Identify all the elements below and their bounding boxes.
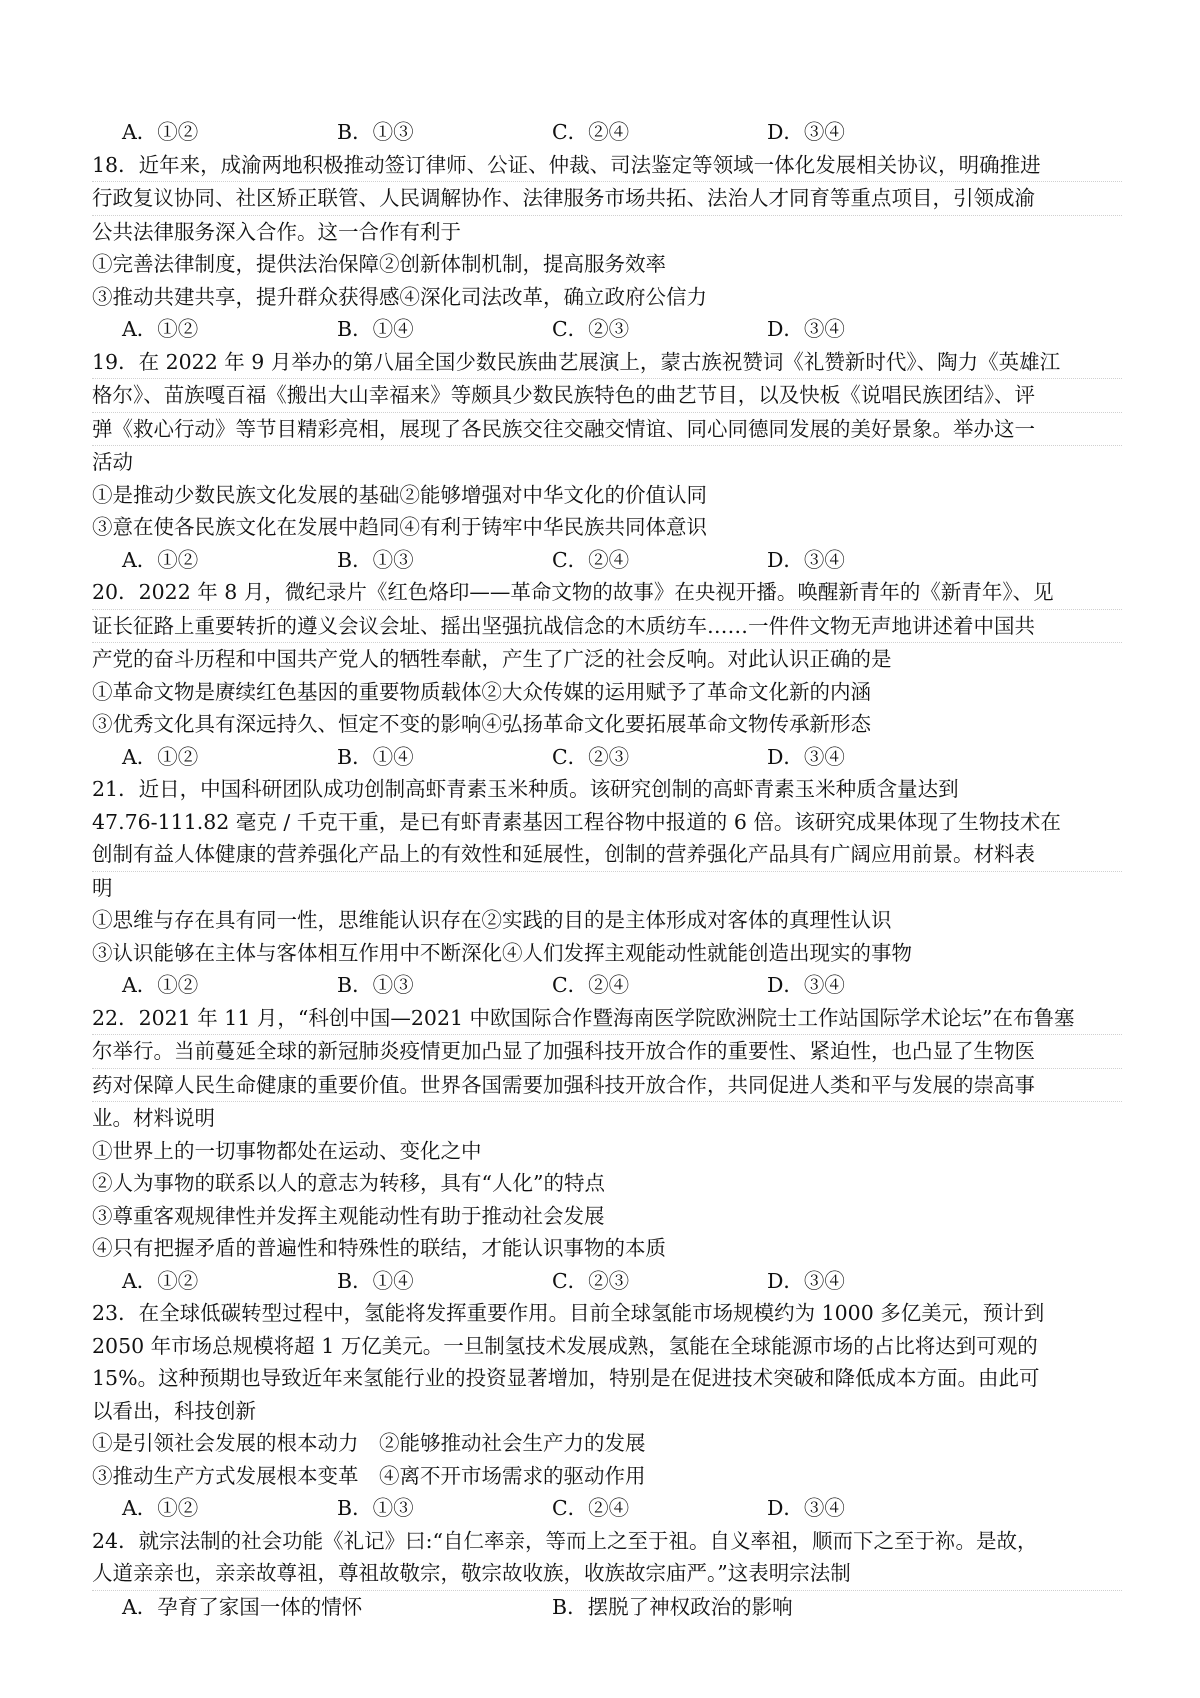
question-text-line: 公共法律服务深入合作。这一合作有利于 — [92, 219, 461, 244]
question-text-line: 23．在全球低碳转型过程中，氢能将发挥重要作用。目前全球氢能市场规模约为 1000 多亿美元，预计到 — [92, 1301, 1045, 1325]
statement-line: ①世界上的一切事物都处在运动、变化之中 — [92, 1138, 482, 1163]
question-text-line: 18．近年来，成渝两地积极推动签订律师、公证、仲裁、司法鉴定等领域一体化发展相关协议，明确推进 — [92, 149, 1122, 183]
q24-options — [92, 1591, 1122, 1624]
question-text-line: 尔举行。当前蔓延全球的新冠肺炎疫情更加凸显了加强科技开放合作的重要性、紧迫性，也凸显了生物医 — [92, 1035, 1122, 1069]
q19-options — [92, 544, 1122, 577]
option-a: A．①② — [122, 1496, 199, 1520]
option-d: D．③④ — [767, 120, 845, 144]
option-a: A．①② — [122, 973, 199, 997]
option-d: D．③④ — [767, 973, 845, 997]
question-text-line: 明 — [92, 875, 113, 900]
option-d: D．③④ — [767, 547, 845, 572]
question-text-line: 22．2021 年 11 月，“科创中国—2021 中欧国际合作暨海南医学院欧洲院士工作站国际学术论坛”在布鲁塞 — [92, 1002, 1122, 1036]
statement-line: ③优秀文化具有深远持久、恒定不变的影响④弘扬革命文化要拓展革命文物传承新形态 — [92, 712, 871, 736]
q18-options — [92, 313, 1122, 346]
statement-line: ③意在使各民族文化在发展中趋同④有利于铸牢中华民族共同体意识 — [92, 515, 707, 539]
statement-line: ①是推动少数民族文化发展的基础②能够增强对中华文化的价值认同 — [92, 482, 707, 507]
option-a: A．孕育了家国一体的情怀 — [122, 1594, 363, 1619]
option-b: B．①③ — [337, 973, 414, 997]
question-21 — [92, 773, 1122, 1002]
question-19 — [92, 346, 1122, 577]
option-d: D．③④ — [767, 1496, 845, 1520]
option-c: C．②③ — [552, 317, 630, 341]
statement-line: ③认识能够在主体与客体相互作用中不断深化④人们发挥主观能动性就能创造出现实的事物 — [92, 940, 912, 965]
question-20 — [92, 576, 1122, 773]
option-d: D．③④ — [767, 317, 845, 341]
question-text-line: 业。材料说明 — [92, 1106, 215, 1130]
question-text-line: 15%。这种预期也导致近年来氢能行业的投资显著增加，特别是在促进技术突破和降低成本方面。由此可 — [92, 1366, 1040, 1390]
question-22 — [92, 1002, 1122, 1298]
statement-line: ②人为事物的联系以人的意志为转移，具有“人化”的特点 — [92, 1171, 605, 1195]
statement-line: ③推动生产方式发展根本变革 ④离不开市场需求的驱动作用 — [92, 1463, 646, 1488]
question-text-line: 19．在 2022 年 9 月举办的第八届全国少数民族曲艺展演上，蒙古族祝赞词《礼赞新时代》、陶力《英雄江 — [92, 346, 1122, 380]
statement-line: ④只有把握矛盾的普遍性和特殊性的联结，才能认识事物的本质 — [92, 1236, 666, 1260]
option-c: C．②④ — [552, 1496, 630, 1520]
q20-options — [92, 741, 1122, 774]
statement-line: ③推动共建共享，提升群众获得感④深化司法改革，确立政府公信力 — [92, 284, 707, 309]
option-b: B．摆脱了神权政治的影响 — [552, 1594, 793, 1619]
question-text-line: 以看出，科技创新 — [92, 1398, 256, 1423]
option-c: C．②④ — [552, 120, 630, 144]
option-d: D．③④ — [767, 1268, 845, 1293]
exam-page — [92, 116, 1122, 1623]
question-text-line: 产党的奋斗历程和中国共产党人的牺牲奉献，产生了广泛的社会反响。对此认识正确的是 — [92, 647, 892, 671]
option-b: B．①④ — [337, 317, 414, 341]
q21-options — [92, 969, 1122, 1002]
q17-options — [92, 116, 1122, 149]
question-text-line: 药对保障人民生命健康的重要价值。世界各国需要加强科技开放合作，共同促进人类和平与发展的崇高事 — [92, 1069, 1122, 1103]
question-24 — [92, 1525, 1122, 1624]
question-text-line: 行政复议协同、社区矫正联管、人民调解协作、法律服务市场共拓、法治人才同育等重点项目，引领成渝 — [92, 182, 1122, 216]
option-b: B．①③ — [337, 547, 414, 572]
question-text-line: 2050 年市场总规模将超 1 万亿美元。一旦制氢技术发展成熟，氢能在全球能源市场的占比将达到可观的 — [92, 1333, 1038, 1358]
option-c: C．②③ — [552, 1268, 630, 1293]
question-text-line: 活动 — [92, 450, 133, 474]
option-c: C．②④ — [552, 547, 630, 572]
option-a: A．①② — [122, 317, 199, 341]
statement-line: ①是引领社会发展的根本动力 ②能够推动社会生产力的发展 — [92, 1431, 646, 1455]
question-text-line: 24．就宗法制的社会功能《礼记》曰:“自仁率亲，等而上之至于祖。自义率祖，顺而下之至于祢。是故， — [92, 1528, 1038, 1553]
statement-line: ①革命文物是赓续红色基因的重要物质载体②大众传媒的运用赋予了革命文化新的内涵 — [92, 679, 871, 704]
option-b: B．①③ — [337, 1496, 414, 1520]
option-b: B．①④ — [337, 1268, 414, 1293]
question-text-line: 21．近日，中国科研团队成功创制高虾青素玉米种质。该研究创制的高虾青素玉米种质含量达到 — [92, 777, 959, 801]
question-text-line: 弹《救心行动》等节目精彩亮相，展现了各民族交往交融交情谊、同心同德同发展的美好景象。举办这一 — [92, 413, 1122, 447]
statement-line: ①思维与存在具有同一性，思维能认识存在②实践的目的是主体形成对客体的真理性认识 — [92, 908, 892, 932]
question-18 — [92, 149, 1122, 346]
option-c: C．②③ — [552, 744, 630, 769]
q23-options — [92, 1492, 1122, 1525]
question-23 — [92, 1297, 1122, 1525]
statement-line: ①完善法律制度，提供法治保障②创新体制机制，提高服务效率 — [92, 252, 666, 276]
option-a: A．①② — [122, 547, 199, 572]
question-text-line: 人道亲亲也，亲亲故尊祖，尊祖故敬宗，敬宗故收族，收族故宗庙严。”这表明宗法制 — [92, 1557, 1122, 1591]
option-b: B．①④ — [337, 744, 414, 769]
question-text-line: 47.76-111.82 毫克 / 千克干重，是已有虾青素基因工程谷物中报道的 6 倍。该研究成果体现了生物技术在 — [92, 809, 1061, 834]
option-b: B．①③ — [337, 120, 414, 144]
question-text-line: 20．2022 年 8 月，微纪录片《红色烙印——革命文物的故事》在央视开播。唤醒新青年的《新青年》、见 — [92, 576, 1122, 610]
option-a: A．①② — [122, 744, 199, 769]
option-a: A．①② — [122, 1268, 199, 1293]
question-text-line: 证长征路上重要转折的遵义会议会址、摇出坚强抗战信念的木质纺车……一件件文物无声地讲述着中国共 — [92, 610, 1122, 644]
question-text-line: 创制有益人体健康的营养强化产品上的有效性和延展性，创制的营养强化产品具有广阔应用前景。材料表 — [92, 838, 1122, 872]
q22-options — [92, 1265, 1122, 1298]
statement-line: ③尊重客观规律性并发挥主观能动性有助于推动社会发展 — [92, 1203, 605, 1228]
option-d: D．③④ — [767, 744, 845, 769]
option-c: C．②④ — [552, 973, 630, 997]
option-a: A．①② — [122, 120, 199, 144]
question-text-line: 格尔》、苗族嘎百福《搬出大山幸福来》等颇具少数民族特色的曲艺节目，以及快板《说唱民族团结》、评 — [92, 379, 1122, 413]
